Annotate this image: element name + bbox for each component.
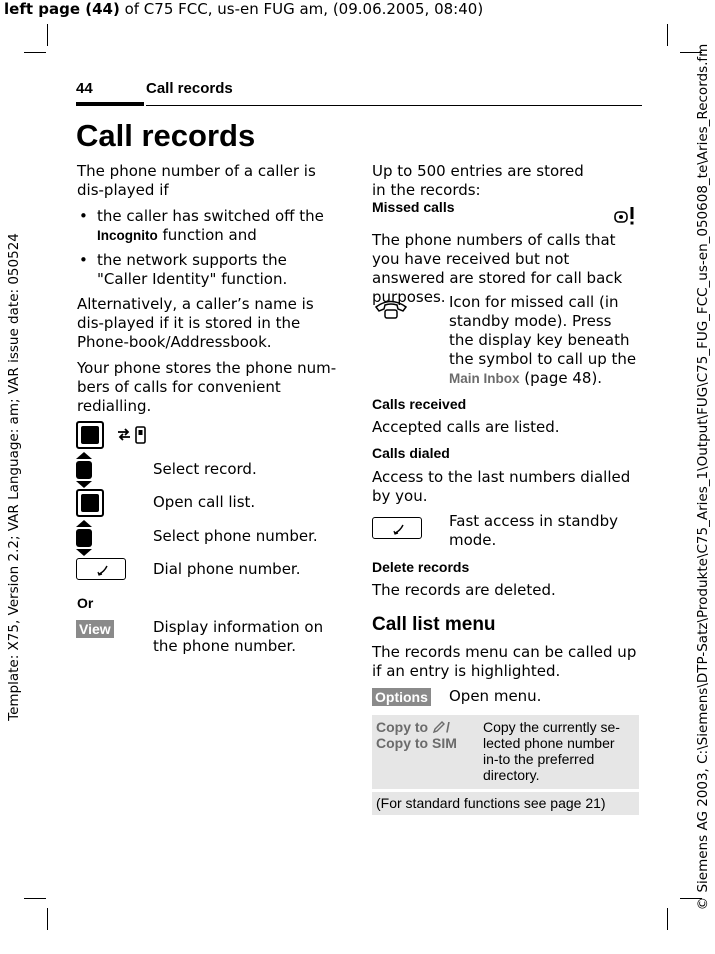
page-title: Call records (76, 118, 256, 153)
delete-records-title: Delete records (372, 559, 470, 575)
calls-dialed-icon-text: Fast access in standby mode. (449, 512, 618, 549)
bullet-text: function and (157, 226, 257, 244)
calls-dialed-title: Calls dialed (372, 445, 450, 461)
options-softkey (372, 687, 431, 706)
call-records-icon (116, 424, 156, 446)
left-column (77, 162, 339, 423)
print-header-bold: left page (44) (4, 0, 120, 18)
options-text: Open menu. (449, 687, 542, 705)
key-sequence (76, 421, 156, 449)
step-select-record (76, 452, 92, 488)
copy-to-desc: Copy the currently se-lected phone number in-to the preferred directory. (483, 719, 620, 783)
crop-mark (24, 898, 46, 899)
step-select-number (76, 520, 92, 556)
view-key-label: View (76, 620, 114, 638)
delete-records-text: The records are deleted. (372, 581, 556, 599)
missed-call-icon (373, 298, 409, 320)
store-text: Your phone stores the phone num-bers of calls for convenient redialling. (77, 359, 337, 415)
calls-received-title: Calls received (372, 396, 467, 412)
copy-to-slash: / (446, 719, 450, 735)
step-open-list (76, 489, 104, 517)
step-dial (76, 558, 126, 580)
missed-calls-title: Missed calls (372, 199, 455, 215)
step-text: Select record. (153, 460, 257, 478)
missed-calls-text: The phone numbers of calls that you have received but not answered are stored for call back purposes. (372, 231, 623, 306)
call-list-menu-heading: Call list menu (372, 614, 496, 635)
alt-text: Alternatively, a caller’s name is dis-played if it is stored in the Phone-book/Addressbook. (77, 295, 314, 351)
keyword-main-inbox: Main Inbox (449, 371, 520, 386)
table-row (372, 715, 639, 789)
view-text: Display information on the phone number. (153, 618, 324, 655)
options-table (372, 715, 639, 815)
table-note: (For standard functions see page 21) (372, 792, 639, 815)
step-text: Open call list. (153, 493, 256, 511)
header-rule-thick (76, 102, 144, 106)
missed-icon-text (449, 293, 639, 388)
crop-mark (667, 24, 668, 46)
joystick-icon (76, 520, 92, 556)
missed-call-status-icon (614, 206, 638, 226)
step-text: Dial phone number. (153, 560, 301, 578)
call-list-menu-text: The records menu can be called up if an entry is highlighted. (372, 643, 637, 680)
crop-mark (47, 24, 48, 46)
keyword-incognito: Incognito (97, 228, 158, 243)
nav-key-icon (76, 489, 104, 517)
list-item: • the caller has switched off the Incognito function and (79, 207, 324, 244)
template-info: Template: X75, Version 2.2; VAR Language: am; VAR issue date: 050524 (6, 233, 22, 721)
copy-to-cell (376, 719, 483, 783)
records-intro: Up to 500 entries are stored in the records: (372, 162, 584, 199)
page-number: 44 (76, 80, 93, 97)
bullet-text: the caller has switched off the (97, 207, 324, 225)
crop-mark (47, 908, 48, 930)
step-text: Select phone number. (153, 527, 318, 545)
or-label: Or (77, 595, 94, 611)
list-item: • the network supports the "Caller Identity" function. (77, 251, 339, 289)
crop-mark (24, 52, 46, 53)
call-key-icon (76, 558, 126, 580)
copy-to-sim-label: Copy to SIM (376, 735, 457, 751)
running-title: Call records (146, 80, 233, 97)
copy-to-label: Copy to (376, 719, 432, 735)
intro-text: The phone number of a caller is dis-played if (77, 162, 316, 199)
pen-icon (432, 720, 446, 734)
print-header (4, 0, 483, 18)
print-header-rest: of C75 FCC, us-en FUG am, (09.06.2005, 08:40) (119, 0, 484, 18)
call-key-icon (372, 517, 422, 539)
view-softkey (76, 619, 114, 638)
calls-received-text: Accepted calls are listed. (372, 418, 560, 436)
joystick-icon (76, 452, 92, 488)
crop-mark (667, 908, 668, 930)
call-key-shortcut (372, 517, 422, 539)
options-key-label: Options (372, 688, 431, 706)
copyright-path: © Siemens AG 2003, C:\Siemens\DTP-Satz\Produkte\C75_Aries_1\Output\FUG\C75_FUG_FCC_us-en_050608_te\Aries_Records.fm (695, 43, 711, 911)
missed-icon-desc: Icon for missed call (in standby mode). Press the display key beneath the symbol to call up the (449, 293, 637, 368)
header-rule (146, 105, 642, 106)
missed-icon-page: (page 48). (519, 369, 603, 387)
bullet-text: the network supports the "Caller Identity" function. (97, 251, 288, 288)
nav-key-icon (76, 421, 104, 449)
calls-dialed-text: Access to the last numbers dialled by you. (372, 468, 631, 505)
